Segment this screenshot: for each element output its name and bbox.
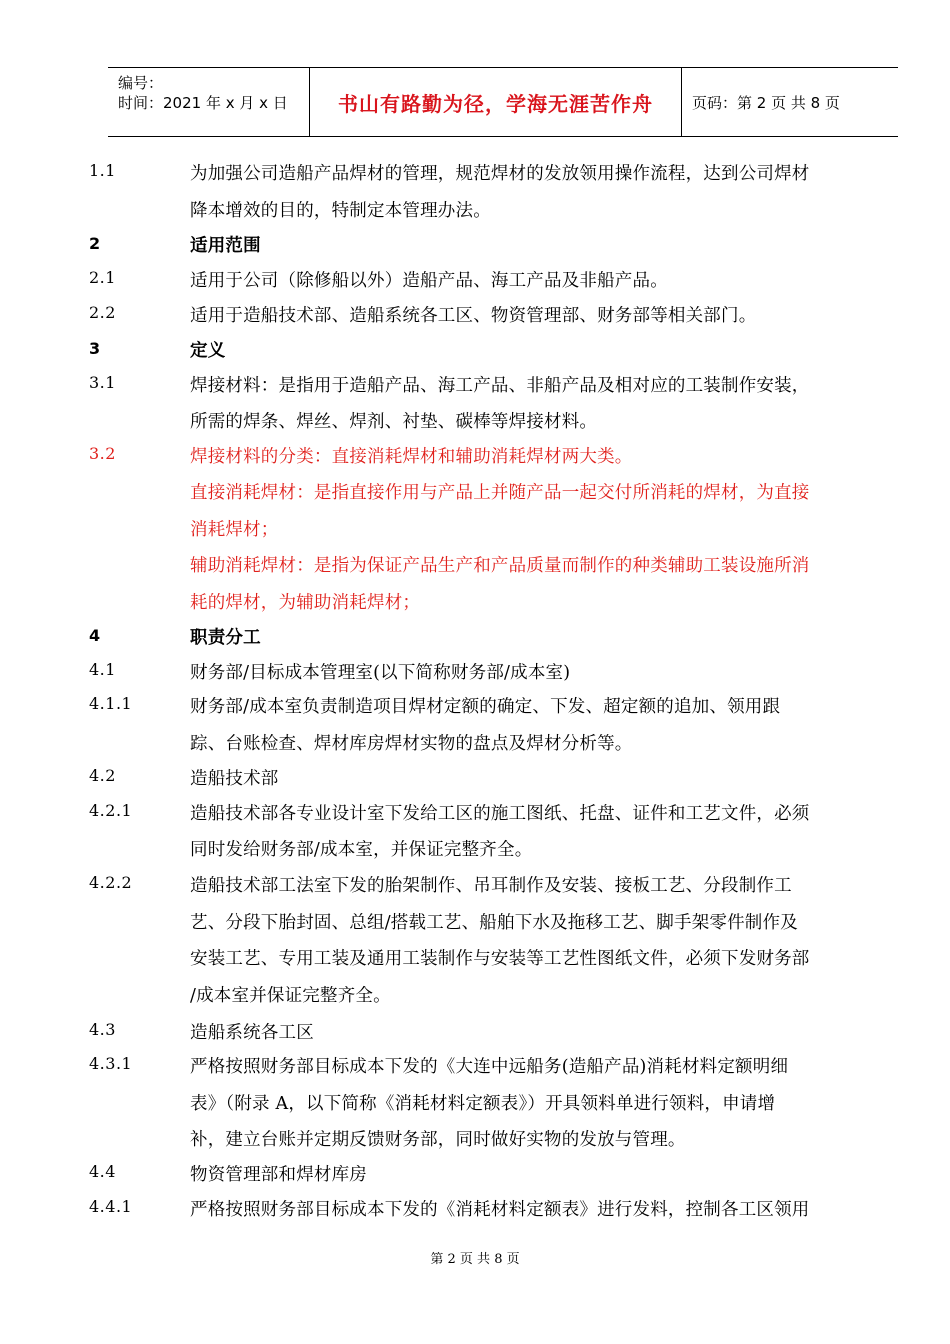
clause-number: 2.2 xyxy=(89,303,116,322)
clause-text: 所需的焊条、焊丝、焊剂、衬垫、碳棒等焊接材料。 xyxy=(190,412,598,432)
clause-number: 3.2 xyxy=(89,444,116,463)
clause-text-highlight: 消耗焊材； xyxy=(190,520,279,540)
clause-number: 4.4 xyxy=(89,1162,116,1181)
clause-text-highlight: 直接消耗焊材：是指直接作用与产品上并随产品一起交付所消耗的焊材，为直接 xyxy=(190,483,810,503)
clause-text-highlight: 耗的焊材，为辅助消耗焊材； xyxy=(190,593,421,613)
clause-text-highlight: 焊接材料的分类：直接消耗焊材和辅助消耗焊材两大类。 xyxy=(190,447,633,467)
clause-text: 踪、台账检查、焊材库房焊材实物的盘点及焊材分析等。 xyxy=(190,734,633,754)
clause-number: 4.2.1 xyxy=(89,801,133,820)
clause-text: 造船技术部工法室下发的胎架制作、吊耳制作及安装、接板工艺、分段制作工 xyxy=(190,876,792,896)
clause-text: 补，建立台账并定期反馈财务部，同时做好实物的发放与管理。 xyxy=(190,1130,686,1150)
clause-text: 降本增效的目的，特制定本管理办法。 xyxy=(190,201,491,221)
section-heading: 适用范围 xyxy=(190,236,261,256)
clause-text: 适用于造船技术部、造船系统各工区、物资管理部、财务部等相关部门。 xyxy=(190,306,757,326)
section-number: 3 xyxy=(89,339,101,358)
clause-text: 为加强公司造船产品焊材的管理，规范焊材的发放领用操作流程，达到公司焊材 xyxy=(190,164,810,184)
section-heading: 职责分工 xyxy=(190,628,261,648)
clause-text: 艺、分段下胎封固、总组/搭载工艺、船舶下水及拖移工艺、脚手架零件制作及 xyxy=(190,913,798,933)
serial-number-label: 编号： xyxy=(118,74,164,92)
clause-number: 4.3.1 xyxy=(89,1054,133,1073)
clause-text: 造船系统各工区 xyxy=(190,1023,314,1043)
clause-number: 4.1.1 xyxy=(89,694,133,713)
date-label: 时间：2021 年 x 月 x 日 xyxy=(118,94,288,112)
clause-number: 4.4.1 xyxy=(89,1197,133,1216)
page-footer: 第 2 页 共 8 页 xyxy=(430,1252,520,1267)
clause-text: 严格按照财务部目标成本下发的《大连中远船务(造船产品)消耗材料定额明细 xyxy=(190,1057,789,1077)
clause-text: 焊接材料：是指用于造船产品、海工产品、非船产品及相对应的工装制作安装， xyxy=(190,376,810,396)
section-number: 4 xyxy=(89,626,101,645)
section-number: 2 xyxy=(89,234,101,253)
header-page-cell xyxy=(682,68,898,136)
clause-text: 严格按照财务部目标成本下发的《消耗材料定额表》进行发料，控制各工区领用 xyxy=(190,1200,810,1220)
motto-text: 书山有路勤为径，学海无涯苦作舟 xyxy=(338,91,653,116)
section-heading: 定义 xyxy=(190,341,226,361)
clause-text: 造船技术部 xyxy=(190,769,279,789)
clause-text: 表》（附录 A，以下简称《消耗材料定额表》）开具领料单进行领料，申请增 xyxy=(190,1094,776,1114)
clause-text: /成本室并保证完整齐全。 xyxy=(190,986,391,1006)
clause-number: 4.3 xyxy=(89,1020,116,1039)
clause-text: 适用于公司（除修船以外）造船产品、海工产品及非船产品。 xyxy=(190,271,668,291)
clause-text: 造船技术部各专业设计室下发给工区的施工图纸、托盘、证件和工艺文件，必须 xyxy=(190,804,810,824)
clause-text: 安装工艺、专用工装及通用工装制作与安装等工艺性图纸文件，必须下发财务部 xyxy=(190,949,810,969)
clause-text: 财务部/目标成本管理室(以下简称财务部/成本室) xyxy=(190,663,571,683)
clause-text-highlight: 辅助消耗焊材：是指为保证产品生产和产品质量而制作的种类辅助工装设施所消 xyxy=(190,556,810,576)
clause-number: 1.1 xyxy=(89,161,116,180)
header-motto-cell xyxy=(310,68,682,136)
clause-number: 4.2 xyxy=(89,766,116,785)
clause-number: 3.1 xyxy=(89,373,116,392)
clause-number: 4.2.2 xyxy=(89,873,133,892)
clause-text: 同时发给财务部/成本室，并保证完整齐全。 xyxy=(190,840,533,860)
clause-number: 2.1 xyxy=(89,268,116,287)
clause-text: 物资管理部和焊材库房 xyxy=(190,1165,367,1185)
header-info-cell xyxy=(108,68,310,136)
page-code: 页码：第 2 页 共 8 页 xyxy=(692,93,840,112)
clause-text: 财务部/成本室负责制造项目焊材定额的确定、下发、超定额的追加、领用跟 xyxy=(190,697,781,717)
clause-number: 4.1 xyxy=(89,660,116,679)
document-header xyxy=(108,67,898,137)
